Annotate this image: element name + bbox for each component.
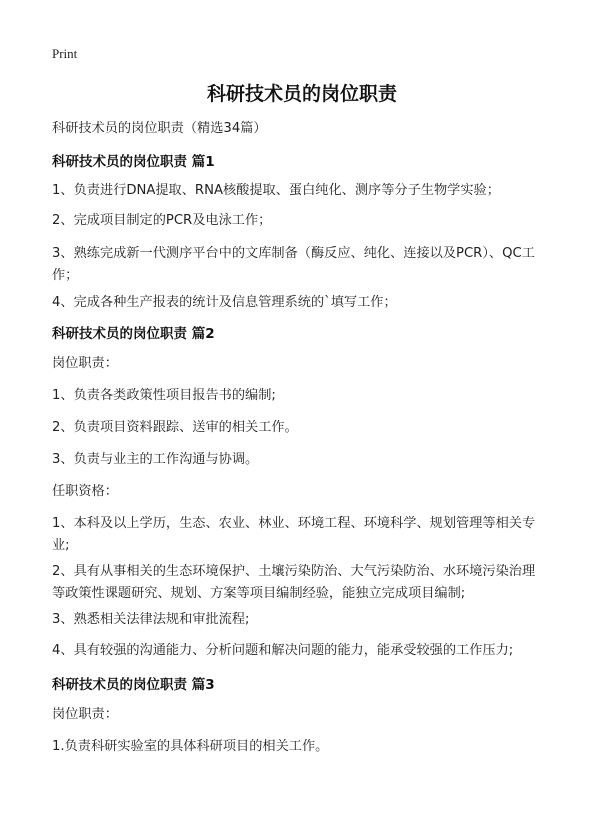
section-3-paragraph-1: 岗位职责： bbox=[52, 707, 118, 722]
section-2-paragraph-9: 4、具有较强的沟通能力、分析问题和解决问题的能力，能承受较强的工作压力; bbox=[52, 643, 514, 658]
section-heading-1: 科研技术员的岗位职责 篇1 bbox=[52, 154, 215, 170]
section-heading-3: 科研技术员的岗位职责 篇3 bbox=[52, 677, 215, 693]
section-2-paragraph-7: 2、具有从事相关的生态环境保护、土壤污染防治、大气污染防治、水环境污染治理等政策性课题研究、规划、方案等项目编制经验，能独立完成项目编制; bbox=[52, 564, 536, 601]
print-link[interactable]: Print bbox=[52, 46, 78, 61]
section-1-paragraph-2: 2、完成项目制定的PCR及电泳工作； bbox=[52, 213, 272, 228]
section-3-paragraph-2: 1.负责科研实验室的具体科研项目的相关工作。 bbox=[52, 739, 329, 754]
section-2-paragraph-1: 岗位职责： bbox=[52, 356, 118, 371]
section-1-paragraph-4: 4、完成各种生产报表的统计及信息管理系统的`填写工作； bbox=[52, 295, 397, 310]
page-title: 科研技术员的岗位职责 bbox=[206, 83, 397, 105]
section-2-paragraph-6: 1、本科及以上学历，生态、农业、林业、环境工程、环境科学、规划管理等相关专业; bbox=[52, 516, 536, 553]
section-heading-2: 科研技术员的岗位职责 篇2 bbox=[52, 326, 215, 342]
section-2-paragraph-3: 2、负责项目资料跟踪、送审的相关工作。 bbox=[52, 420, 298, 435]
section-2-paragraph-2: 1、负责各类政策性项目报告书的编制; bbox=[52, 388, 276, 403]
document-subtitle: 科研技术员的岗位职责（精选34篇） bbox=[52, 121, 267, 136]
section-1-paragraph-1: 1、负责进行DNA提取、RNA核酸提取、蛋白纯化、测序等分子生物学实验； bbox=[52, 183, 500, 198]
section-2-paragraph-4: 3、负责与业主的工作沟通与协调。 bbox=[52, 452, 259, 467]
section-1-paragraph-3: 3、熟练完成新一代测序平台中的文库制备（酶反应、纯化、连接以及PCR）、QC工作； bbox=[52, 246, 535, 283]
section-2-paragraph-8: 3、熟悉相关法律法规和审批流程; bbox=[52, 612, 250, 627]
section-2-paragraph-5: 任职资格： bbox=[52, 484, 118, 499]
